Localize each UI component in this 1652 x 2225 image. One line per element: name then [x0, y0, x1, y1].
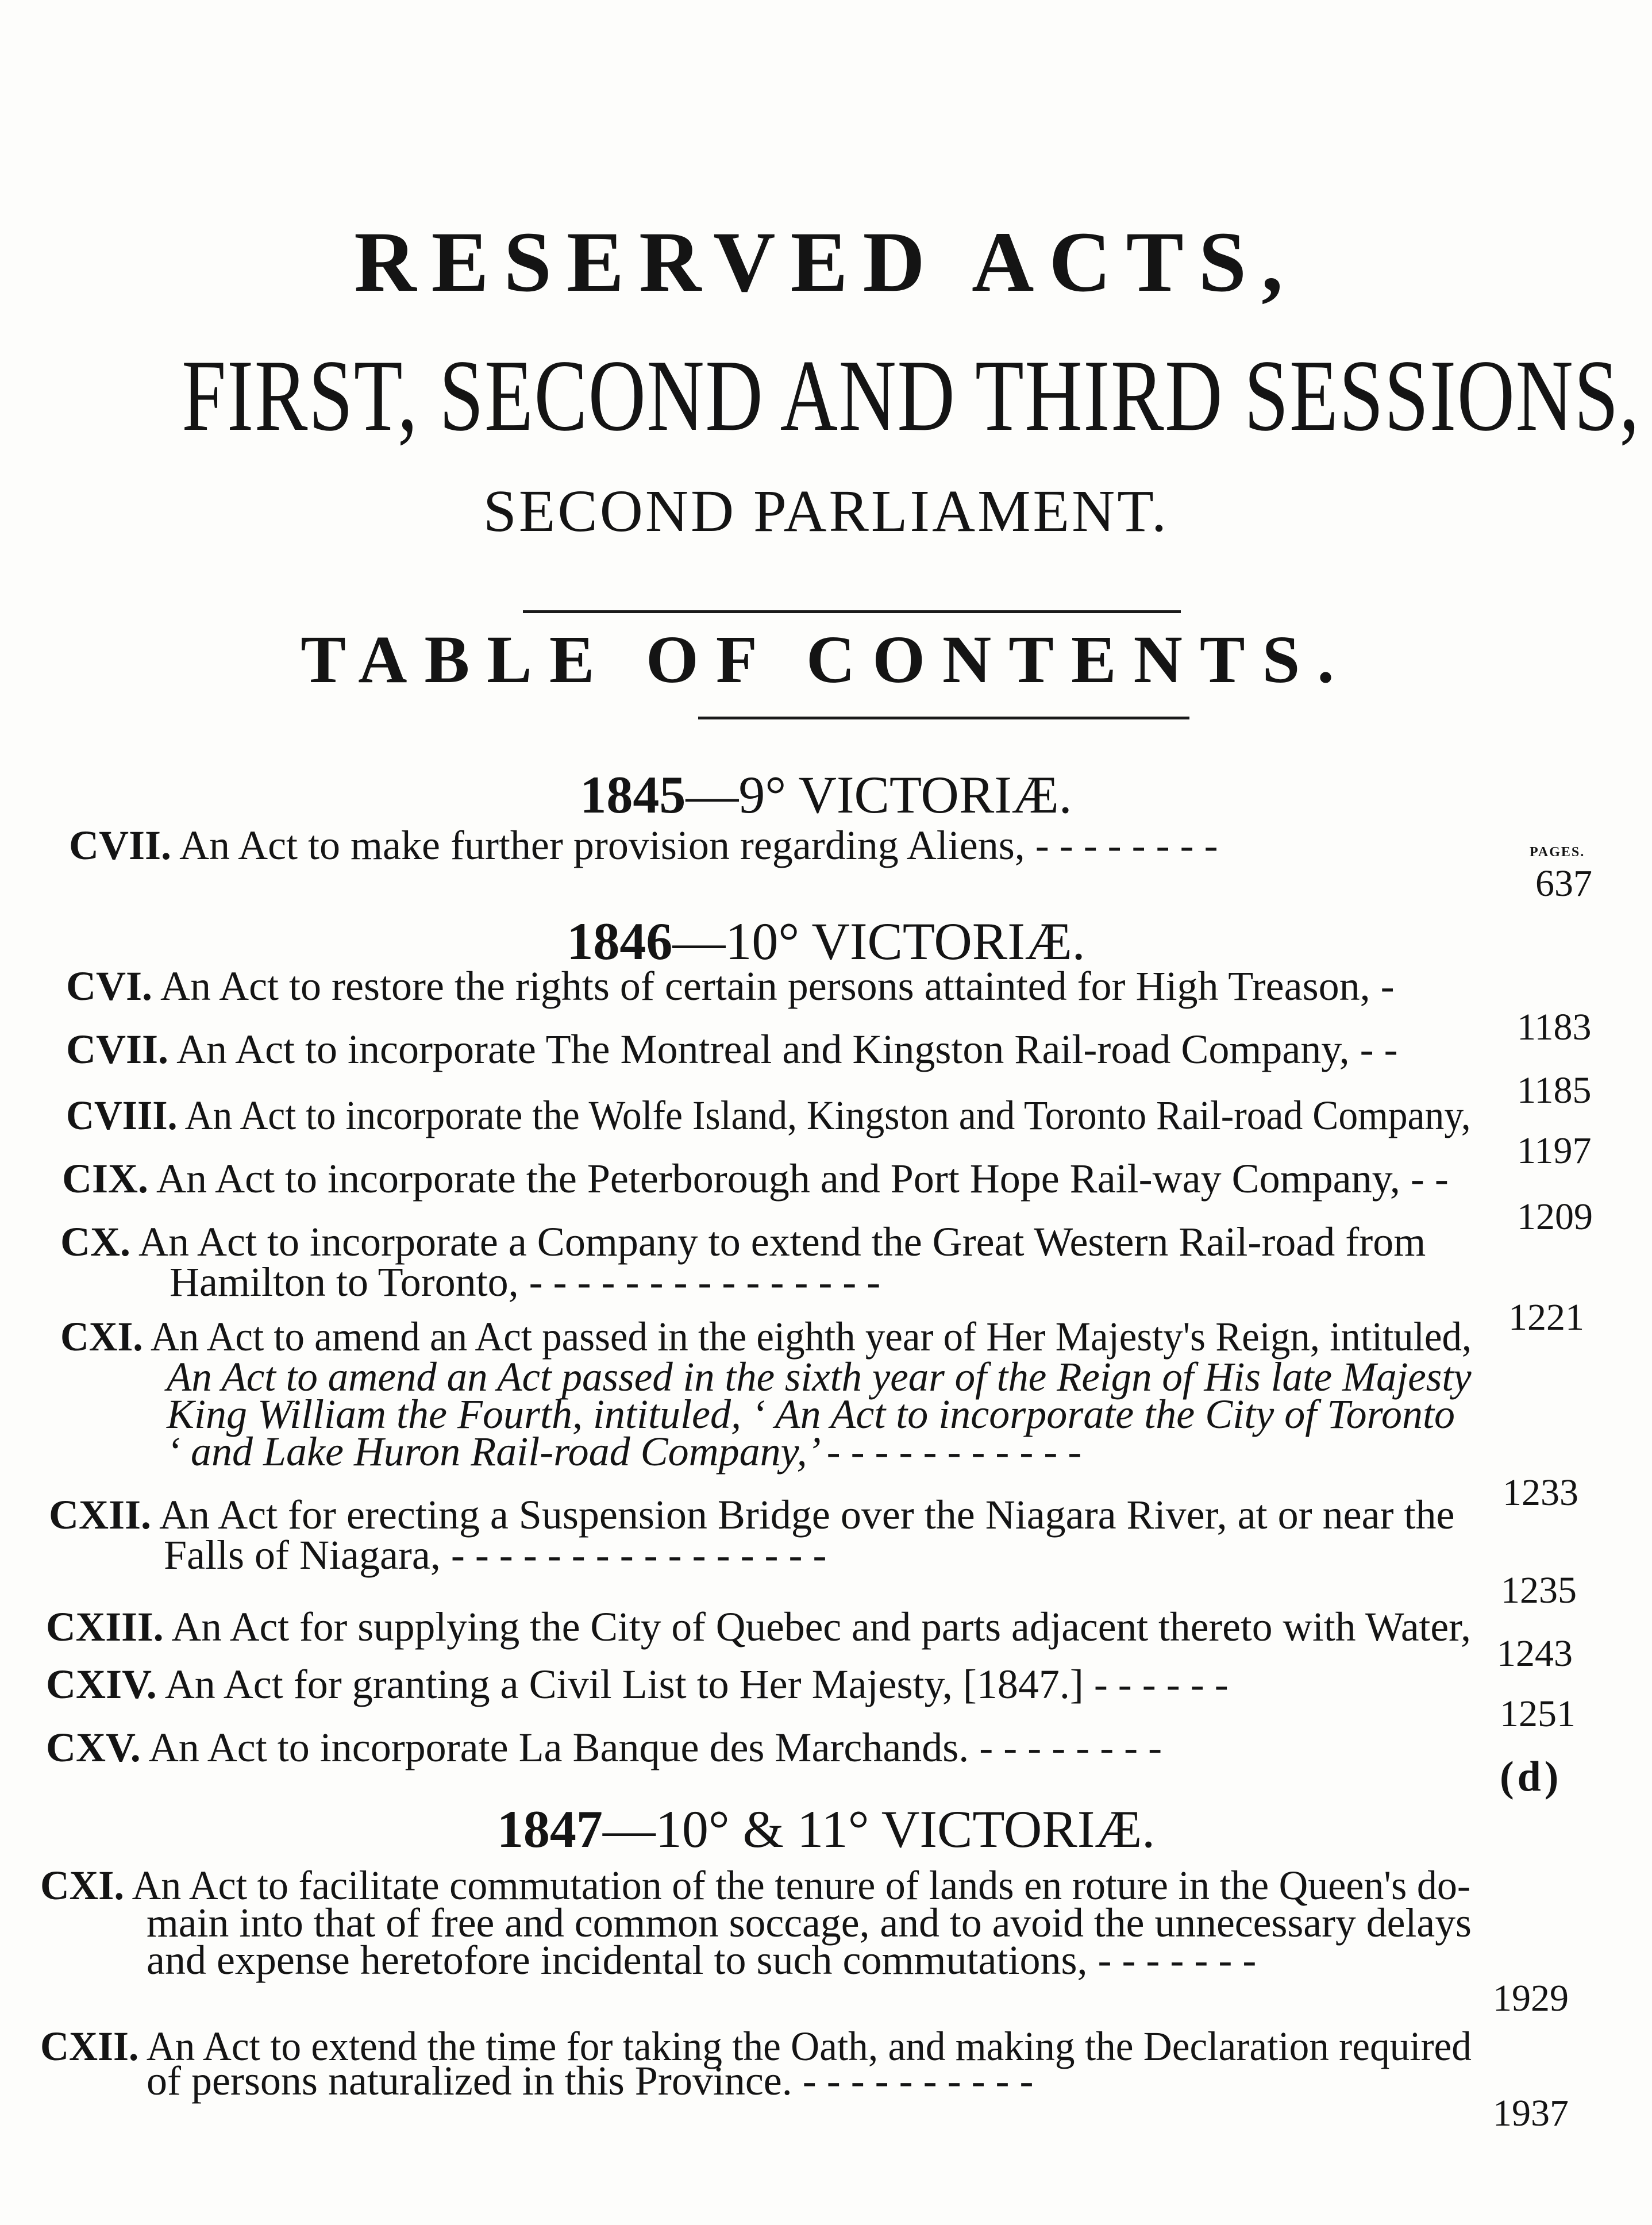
act-title: An Act to incorporate the Wolfe Island, Kingston and Toronto Rail-road Company, — [184, 1092, 1471, 1138]
page-number: (d) — [1500, 1753, 1562, 1800]
act-title-continued: An Act to amend an Act passed in the sixth year of the Reign of His late Majesty — [167, 1354, 1472, 1400]
section-heading-1847 — [0, 1799, 1652, 1860]
section-year: 1845 — [580, 765, 686, 824]
act-number: CVI. — [66, 963, 153, 1009]
section-regnal-year: —10° & 11° VICTORIÆ. — [602, 1800, 1156, 1858]
act-number: CX. — [60, 1219, 130, 1265]
act-title: An Act to amend an Act passed in the eighth year of Her Majesty's Reign, intituled, — [150, 1314, 1472, 1360]
act-title: An Act to facilitate commutation of the tenure of lands en roture in the Queen's do- — [132, 1862, 1471, 1908]
table-of-contents-heading: TABLE OF CONTENTS. — [301, 622, 1351, 697]
act-title-continued: Falls of Niagara, - - - - - - - - - - - - - - - - — [164, 1532, 827, 1578]
act-title: An Act to extend the time for taking the Oath, and making the Declaration required — [146, 2023, 1472, 2069]
divider-top — [523, 610, 1181, 613]
act-number: CXV. — [46, 1724, 141, 1770]
act-title: An Act to incorporate a Company to extend the Great Western Rail-road from — [138, 1219, 1426, 1265]
subtitle-sessions: FIRST, SECOND AND THIRD SESSIONS, — [182, 338, 1641, 452]
title-reserved-acts: RESERVED ACTS, — [354, 214, 1298, 310]
act-title-continued: and expense heretofore incidental to such commutations, - - - - - - - — [147, 1937, 1257, 1983]
section-regnal-year: —10° VICTORIÆ. — [672, 912, 1085, 971]
act-number: CIX. — [62, 1156, 149, 1202]
section-heading-1845 — [0, 764, 1652, 825]
act-number: CXIII. — [46, 1604, 164, 1650]
page-number: 1243 — [1497, 1633, 1573, 1674]
act-title: An Act to restore the rights of certain persons attainted for High Treason, - — [160, 963, 1395, 1009]
page-number: 1251 — [1500, 1693, 1576, 1735]
page-number: 1209 — [1517, 1196, 1593, 1238]
act-title: An Act for granting a Civil List to Her Majesty, [1847.] - - - - - - — [164, 1661, 1229, 1707]
act-number: CVIII. — [66, 1092, 178, 1138]
act-number: CVII. — [69, 822, 172, 868]
act-title-continued: of persons naturalized in this Province. - - - - - - - - - - — [147, 2058, 1034, 2104]
page-number: 1929 — [1493, 1977, 1569, 2019]
page-number: 1235 — [1501, 1569, 1577, 1611]
act-title: An Act to incorporate the Peterborough and Port Hope Rail-way Company, - - — [156, 1156, 1449, 1202]
act-number: CXIV. — [46, 1661, 157, 1707]
page-number: 1183 — [1517, 1006, 1592, 1048]
act-number: CXII. — [40, 2023, 139, 2069]
section-regnal-year: —9° VICTORIÆ. — [686, 765, 1072, 824]
act-title: An Act to incorporate The Montreal and Kingston Rail-road Company, - - — [176, 1026, 1398, 1072]
page-number: 1185 — [1517, 1069, 1592, 1111]
act-title-continued: King William the Fourth, intituled, ‘ An Act to incorporate the City of Toronto — [167, 1391, 1455, 1437]
page-number: 637 — [1535, 863, 1592, 904]
act-number: CXI. — [60, 1314, 143, 1360]
section-year: 1846 — [567, 912, 673, 971]
page-number: 1233 — [1503, 1472, 1578, 1514]
subtitle-parliament: SECOND PARLIAMENT. — [483, 478, 1169, 544]
act-title: An Act for erecting a Suspension Bridge over the Niagara River, at or near the — [159, 1492, 1455, 1538]
act-number: CXI. — [40, 1862, 124, 1908]
act-number: CXII. — [49, 1492, 152, 1538]
act-title-continued: Hamilton to Toronto, - - - - - - - - - - - - - - - — [170, 1259, 881, 1305]
act-title: An Act to make further provision regarding Aliens, - - - - - - - - — [179, 822, 1218, 868]
act-number: CVII. — [66, 1026, 169, 1072]
page-number: 1221 — [1508, 1296, 1584, 1338]
act-title-continued: main into that of free and common soccage, and to avoid the unnecessary delays — [147, 1900, 1472, 1946]
divider-bottom — [698, 717, 1189, 719]
act-title: An Act to incorporate La Banque des Marchands. - - - - - - - - — [148, 1724, 1162, 1770]
pages-column-label: PAGES. — [1530, 845, 1585, 860]
act-title: An Act for supplying the City of Quebec and parts adjacent thereto with Water, — [171, 1604, 1471, 1650]
page-number: 1197 — [1517, 1130, 1592, 1172]
section-year: 1847 — [496, 1800, 603, 1858]
page-number: 1937 — [1493, 2092, 1569, 2134]
act-title-continued: ‘ and Lake Huron Rail-road Company,’ - - - - - - - - - - - — [167, 1429, 1082, 1475]
